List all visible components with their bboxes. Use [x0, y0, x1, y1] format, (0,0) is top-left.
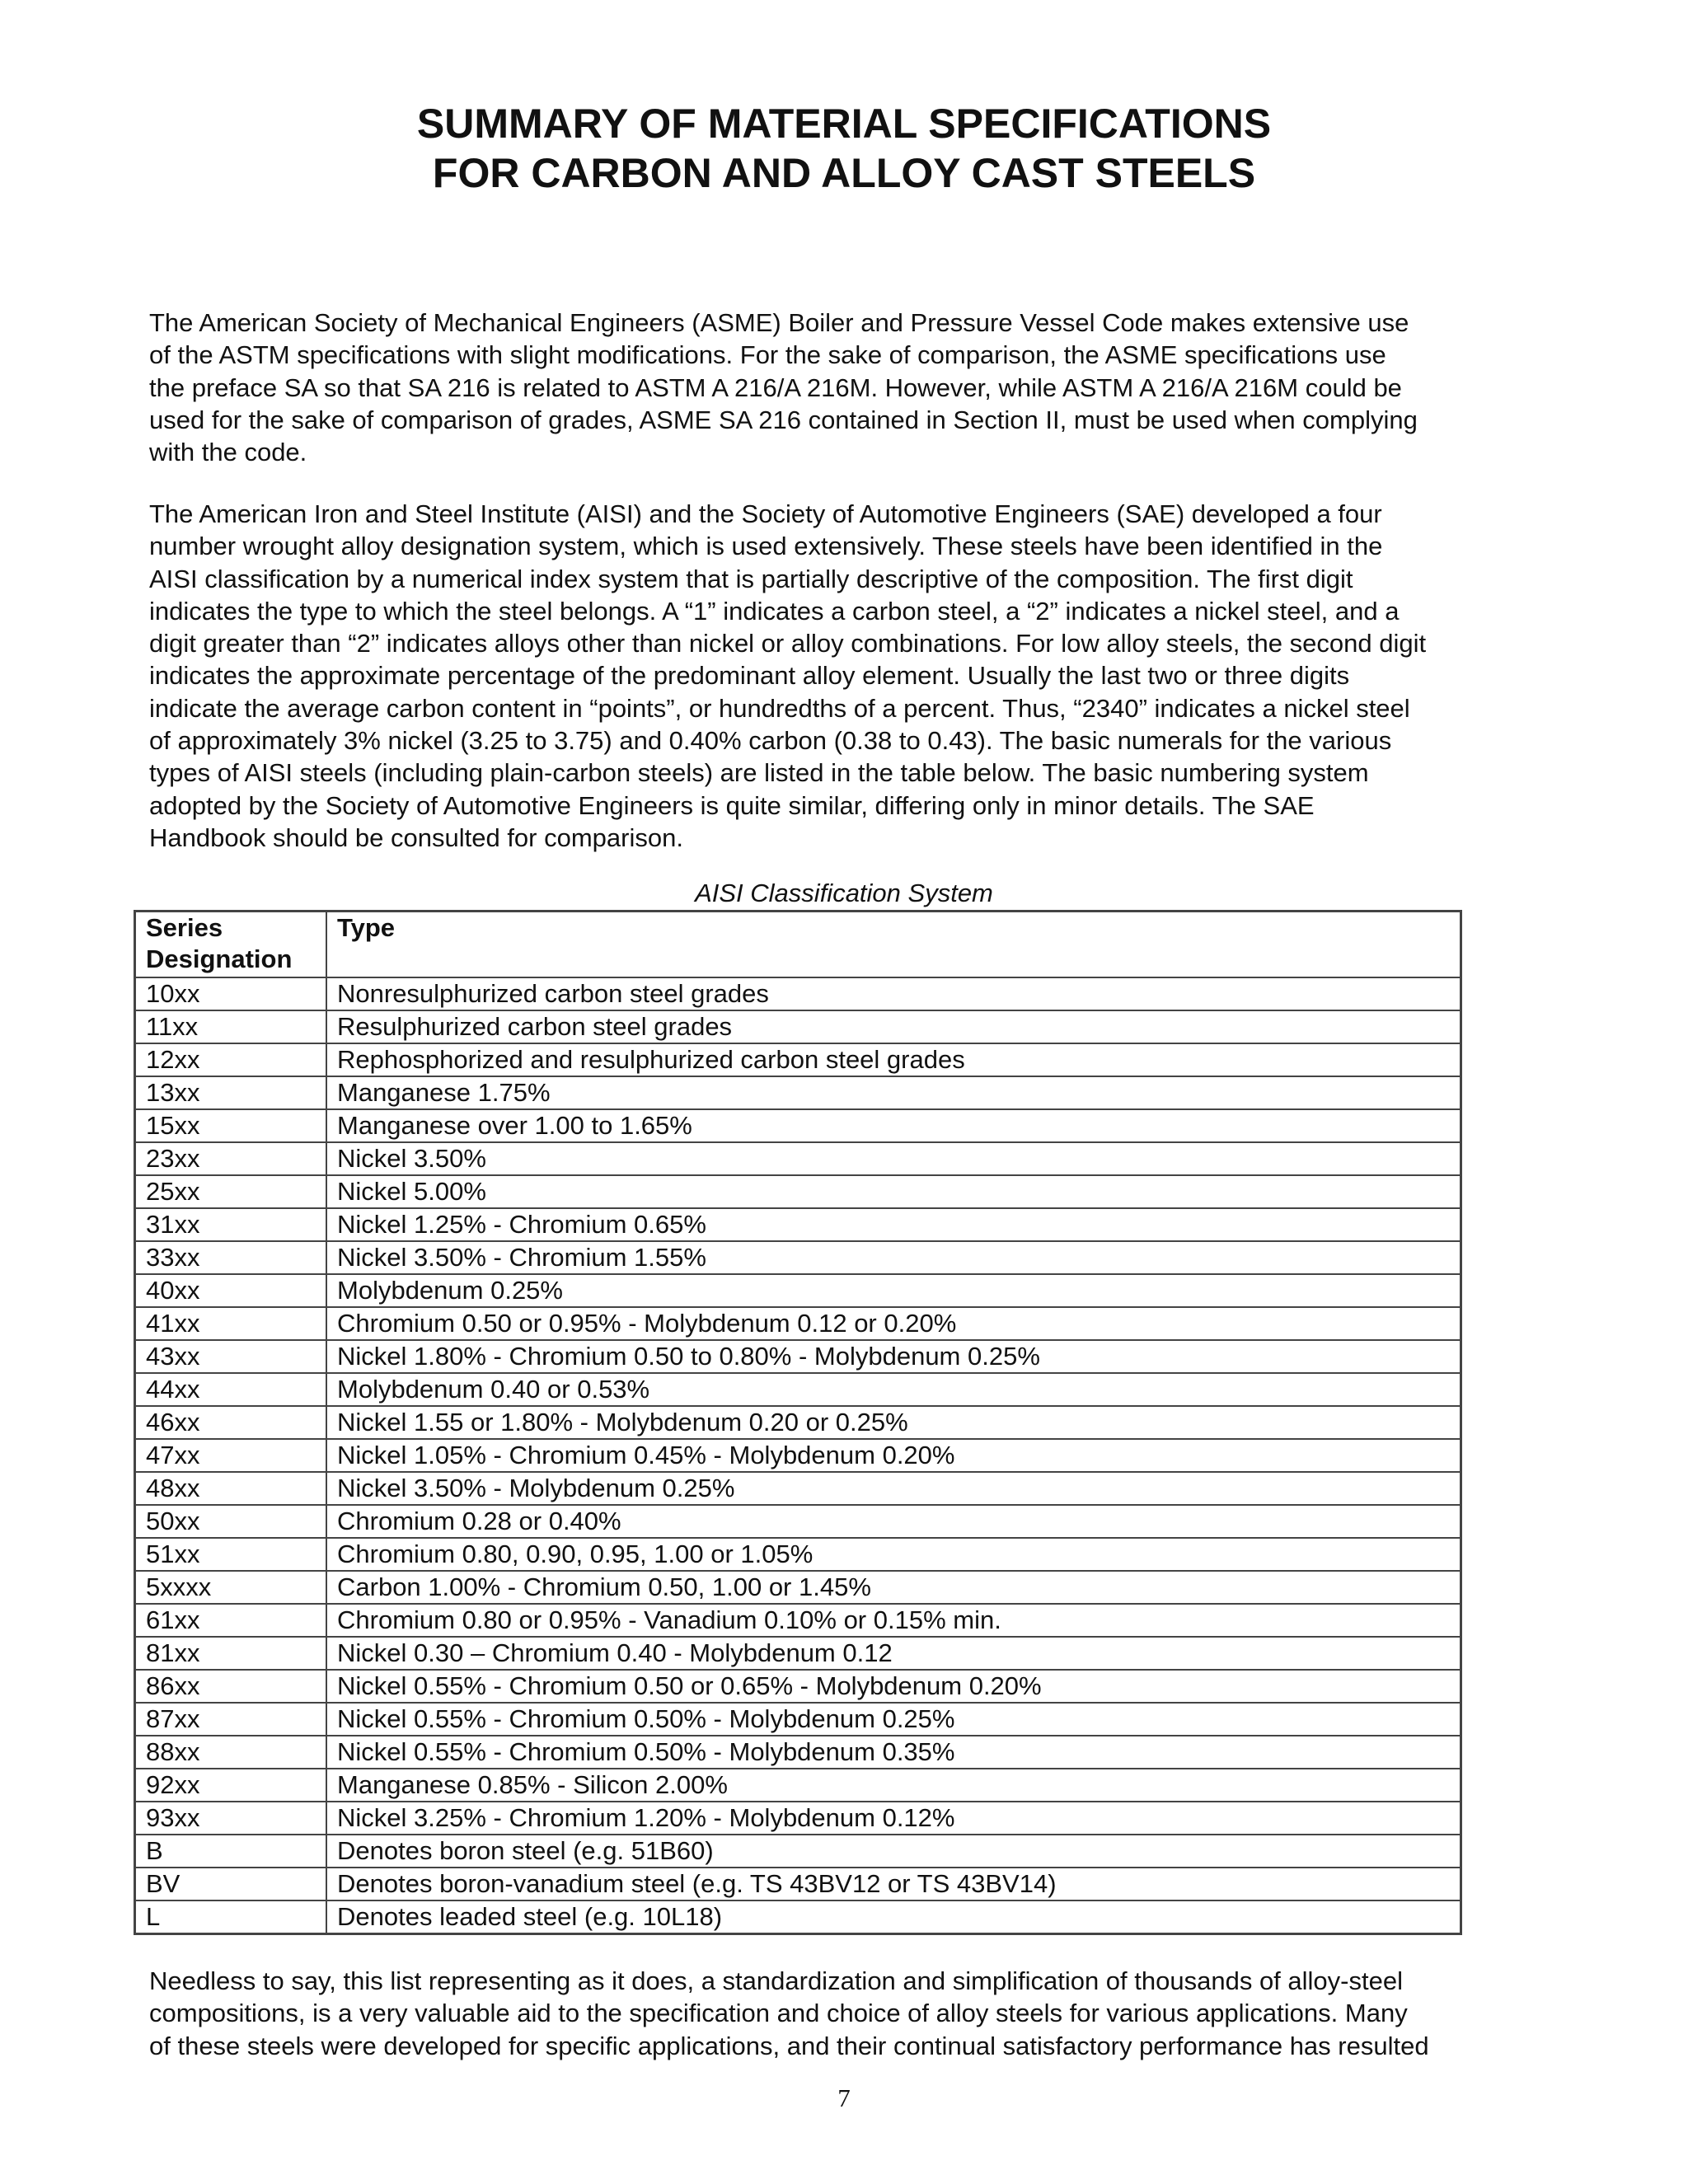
paragraph-line: The American Society of Mechanical Engineers (ASME) Boiler and Pressure Vessel Code makes extensive use: [149, 308, 1409, 337]
table-row: [135, 1307, 1461, 1340]
table-row: [135, 1373, 1461, 1406]
type-cell: Nickel 3.50% - Chromium 1.55%: [326, 1241, 1461, 1274]
table-body: [135, 977, 1461, 1934]
header-type: Type: [326, 912, 1461, 978]
type-cell: Resulphurized carbon steel grades: [326, 1010, 1461, 1043]
type-cell: Nonresulphurized carbon steel grades: [326, 977, 1461, 1010]
type-cell: Nickel 3.50%: [326, 1142, 1461, 1175]
type-cell: Nickel 3.50% - Molybdenum 0.25%: [326, 1472, 1461, 1505]
table-row: [135, 1340, 1461, 1373]
table-row: [135, 1175, 1461, 1208]
paragraph-line: The American Iron and Steel Institute (AISI) and the Society of Automotive Engineers (SAE) developed a four: [149, 499, 1382, 528]
page-number: 7: [837, 2083, 851, 2112]
series-designation-cell: 11xx: [135, 1010, 327, 1043]
table-row: [135, 1208, 1461, 1241]
series-designation-cell: 13xx: [135, 1076, 327, 1109]
title-line-2: FOR CARBON AND ALLOY CAST STEELS: [432, 150, 1256, 196]
paragraph-line: of approximately 3% nickel (3.25 to 3.75) and 0.40% carbon (0.38 to 0.43). The basic numerals for the various: [149, 726, 1392, 756]
type-cell: Chromium 0.50 or 0.95% - Molybdenum 0.12 or 0.20%: [326, 1307, 1461, 1340]
type-cell: Denotes boron-vanadium steel (e.g. TS 43BV12 or TS 43BV14): [326, 1868, 1461, 1900]
header-series-designation: [135, 912, 327, 978]
series-designation-cell: 93xx: [135, 1802, 327, 1835]
table-row: [135, 1010, 1461, 1043]
table-row: [135, 1406, 1461, 1439]
type-cell: Manganese 1.75%: [326, 1076, 1461, 1109]
series-designation-cell: 61xx: [135, 1604, 327, 1637]
series-designation-cell: 23xx: [135, 1142, 327, 1175]
series-designation-cell: 31xx: [135, 1208, 327, 1241]
table-row: [135, 1076, 1461, 1109]
table-row: [135, 1769, 1461, 1802]
table-row: [135, 1571, 1461, 1604]
paragraph-line: AISI classification by a numerical index system that is partially descriptive of the composition. The first digit: [149, 564, 1353, 593]
table-row: [135, 1703, 1461, 1736]
table-row: [135, 1637, 1461, 1670]
table-row: [135, 1142, 1461, 1175]
type-cell: Nickel 0.55% - Chromium 0.50% - Molybdenum 0.35%: [326, 1736, 1461, 1769]
table-row: [135, 1439, 1461, 1472]
table-row: [135, 977, 1461, 1010]
table-row: [135, 1868, 1461, 1900]
type-cell: Chromium 0.80, 0.90, 0.95, 1.00 or 1.05%: [326, 1538, 1461, 1571]
table-row: [135, 1505, 1461, 1538]
series-designation-cell: 40xx: [135, 1274, 327, 1307]
aisi-classification-table: [134, 910, 1462, 1935]
table-row: [135, 1802, 1461, 1835]
paragraph-line: adopted by the Society of Automotive Engineers is quite similar, differing only in minor details. The SAE: [149, 790, 1315, 820]
series-designation-cell: 43xx: [135, 1340, 327, 1373]
type-cell: Molybdenum 0.25%: [326, 1274, 1461, 1307]
table-row: [135, 1241, 1461, 1274]
type-cell: Carbon 1.00% - Chromium 0.50, 1.00 or 1.45%: [326, 1571, 1461, 1604]
series-designation-cell: 12xx: [135, 1043, 327, 1076]
table-row: [135, 1538, 1461, 1571]
series-designation-cell: 5xxxx: [135, 1571, 327, 1604]
paragraph-line: with the code.: [149, 438, 307, 467]
series-designation-cell: 44xx: [135, 1373, 327, 1406]
table-row: [135, 1109, 1461, 1142]
type-cell: Nickel 1.25% - Chromium 0.65%: [326, 1208, 1461, 1241]
series-designation-cell: 88xx: [135, 1736, 327, 1769]
series-designation-cell: 47xx: [135, 1439, 327, 1472]
series-designation-cell: 50xx: [135, 1505, 327, 1538]
table-row: [135, 1835, 1461, 1868]
series-designation-cell: B: [135, 1835, 327, 1868]
paragraph-line: indicate the average carbon content in “points”, or hundredths of a percent. Thus, “2340” indicates a nickel steel: [149, 693, 1410, 723]
type-cell: Denotes leaded steel (e.g. 10L18): [326, 1900, 1461, 1934]
paragraph-line: used for the sake of comparison of grades, ASME SA 216 contained in Section II, must be used when complying: [149, 405, 1418, 434]
series-designation-cell: 25xx: [135, 1175, 327, 1208]
series-designation-cell: 86xx: [135, 1670, 327, 1703]
type-cell: Nickel 5.00%: [326, 1175, 1461, 1208]
series-designation-cell: 41xx: [135, 1307, 327, 1340]
table-row: [135, 1043, 1461, 1076]
paragraph-line: indicates the approximate percentage of the predominant alloy element. Usually the last two or three digits: [149, 661, 1350, 691]
paragraph-line: of the ASTM specifications with slight modifications. For the sake of comparison, the ASME specifications use: [149, 340, 1386, 370]
series-designation-cell: 92xx: [135, 1769, 327, 1802]
type-cell: Manganese over 1.00 to 1.65%: [326, 1109, 1461, 1142]
series-designation-cell: 46xx: [135, 1406, 327, 1439]
paragraph-line: indicates the type to which the steel belongs. A “1” indicates a carbon steel, a “2” indicates a nickel steel, and a: [149, 596, 1400, 626]
paragraph-line: Needless to say, this list representing as it does, a standardization and simplification of thousands of alloy-steel: [149, 1966, 1403, 1995]
table-row: [135, 1604, 1461, 1637]
type-cell: Chromium 0.28 or 0.40%: [326, 1505, 1461, 1538]
type-cell: Nickel 1.80% - Chromium 0.50 to 0.80% - Molybdenum 0.25%: [326, 1340, 1461, 1373]
paragraph-line: Handbook should be consulted for comparison.: [149, 823, 683, 852]
type-cell: Denotes boron steel (e.g. 51B60): [326, 1835, 1461, 1868]
series-designation-cell: 10xx: [135, 977, 327, 1010]
paragraph-line: of these steels were developed for specific applications, and their continual satisfactory performance has resulted: [149, 2031, 1429, 2060]
paragraph-aisi-sae: [149, 498, 1550, 854]
type-cell: Chromium 0.80 or 0.95% - Vanadium 0.10% or 0.15% min.: [326, 1604, 1461, 1637]
type-cell: Manganese 0.85% - Silicon 2.00%: [326, 1769, 1461, 1802]
series-designation-cell: 15xx: [135, 1109, 327, 1142]
table-row: [135, 1670, 1461, 1703]
table-row: [135, 1274, 1461, 1307]
table-header-row: [135, 912, 1461, 978]
series-designation-cell: 81xx: [135, 1637, 327, 1670]
table-row: [135, 1900, 1461, 1934]
type-cell: Nickel 1.05% - Chromium 0.45% - Molybdenum 0.20%: [326, 1439, 1461, 1472]
series-designation-cell: L: [135, 1900, 327, 1934]
paragraph-line: compositions, is a very valuable aid to the specification and choice of alloy steels for various applications. Many: [149, 1999, 1408, 2028]
paragraph-asme: [149, 307, 1550, 468]
series-designation-cell: 51xx: [135, 1538, 327, 1571]
series-designation-cell: BV: [135, 1868, 327, 1900]
type-cell: Nickel 0.30 – Chromium 0.40 - Molybdenum 0.12: [326, 1637, 1461, 1670]
header-series-line-1: Series: [146, 913, 223, 942]
table-row: [135, 1472, 1461, 1505]
series-designation-cell: 48xx: [135, 1472, 327, 1505]
type-cell: Nickel 1.55 or 1.80% - Molybdenum 0.20 or 0.25%: [326, 1406, 1461, 1439]
type-cell: Nickel 3.25% - Chromium 1.20% - Molybdenum 0.12%: [326, 1802, 1461, 1835]
paragraph-line: number wrought alloy designation system, which is used extensively. These steels have been identified in the: [149, 532, 1383, 561]
type-cell: Molybdenum 0.40 or 0.53%: [326, 1373, 1461, 1406]
title-line-1: SUMMARY OF MATERIAL SPECIFICATIONS: [416, 101, 1272, 147]
type-cell: Nickel 0.55% - Chromium 0.50% - Molybdenum 0.25%: [326, 1703, 1461, 1736]
series-designation-cell: 33xx: [135, 1241, 327, 1274]
table-caption: AISI Classification System: [695, 879, 993, 907]
paragraph-line: the preface SA so that SA 216 is related to ASTM A 216/A 216M. However, while ASTM A 216/A 216M could be: [149, 373, 1402, 402]
page-title: [0, 99, 1688, 198]
paragraph-conclusion: [149, 1965, 1550, 2062]
type-cell: Nickel 0.55% - Chromium 0.50 or 0.65% - Molybdenum 0.20%: [326, 1670, 1461, 1703]
paragraph-line: types of AISI steels (including plain-carbon steels) are listed in the table below. The basic numbering system: [149, 758, 1369, 788]
paragraph-line: digit greater than “2” indicates alloys other than nickel or alloy combinations. For low alloy steels, the second digit: [149, 629, 1427, 658]
table-row: [135, 1736, 1461, 1769]
series-designation-cell: 87xx: [135, 1703, 327, 1736]
type-cell: Rephosphorized and resulphurized carbon steel grades: [326, 1043, 1461, 1076]
header-series-line-2: Designation: [146, 944, 293, 973]
